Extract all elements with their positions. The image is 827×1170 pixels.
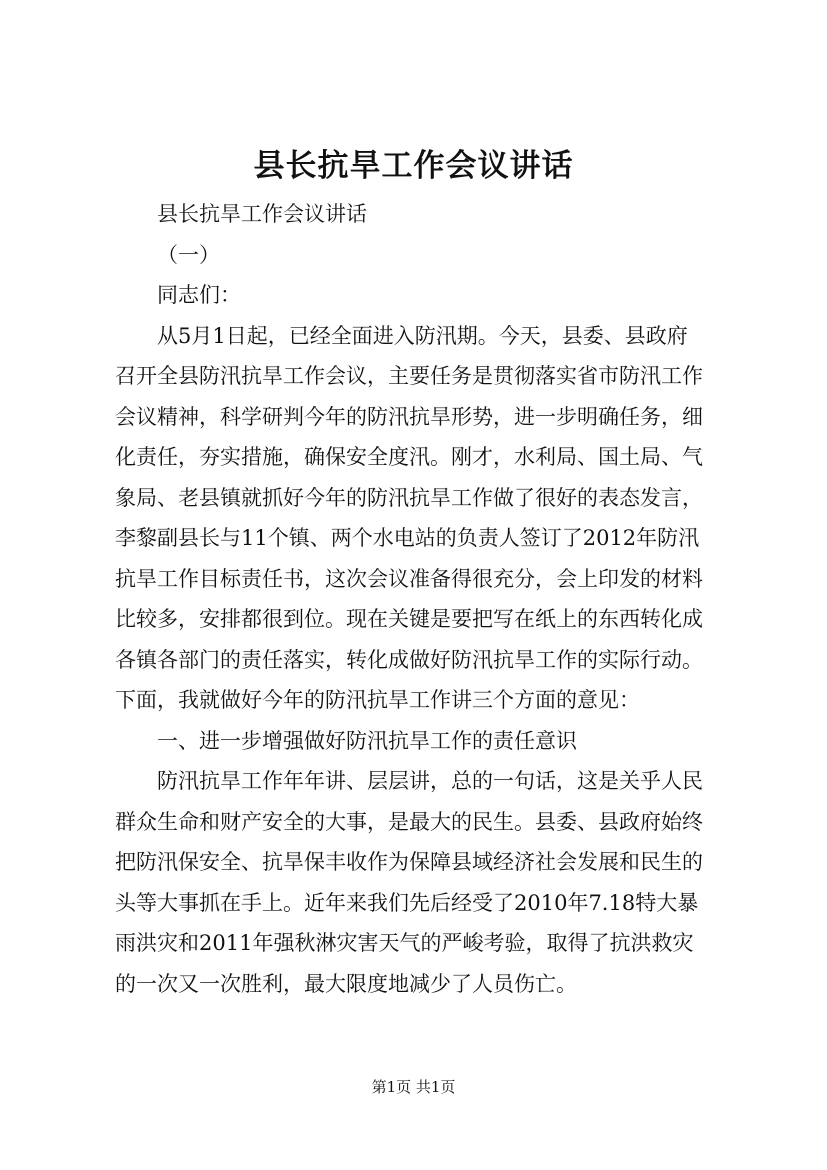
- paragraph-line: 雨洪灾和2011年强秋淋灾害天气的严峻考验，取得了抗洪救灾: [115, 931, 694, 955]
- paragraph-line: 从5月1日起，已经全面进入防汛期。今天，县委、县政府: [157, 323, 688, 348]
- paragraph-line: 比较多，安排都很到位。现在关键是要把写在纸上的东西转化成: [115, 607, 703, 631]
- paragraph-line: 各镇各部门的责任落实，转化成做好防汛抗旱工作的实际行动。: [115, 647, 703, 672]
- paragraph-line: 召开全县防汛抗旱工作会议，主要任务是贯彻落实省市防汛工作: [115, 364, 703, 388]
- paragraph-line: 群众生命和财产安全的大事，是最大的民生。县委、县政府始终: [115, 809, 703, 834]
- paragraph-line: 防汛抗旱工作年年讲、层层讲，总的一句话，这是关乎人民: [157, 769, 703, 793]
- subtitle-line: 县长抗旱工作会议讲话: [157, 202, 367, 226]
- paragraph-line: 把防汛保安全、抗旱保丰收作为保障县域经济社会发展和民生的: [115, 850, 703, 874]
- paragraph-line: 下面，我就做好今年的防汛抗旱工作讲三个方面的意见：: [115, 688, 640, 712]
- paragraph-line: 头等大事抓在手上。近年来我们先后经受了2010年7.18特大暴: [115, 890, 699, 915]
- paragraph-line: 化责任，夯实措施，确保安全度汛。刚才，水利局、国土局、气: [115, 445, 703, 469]
- paragraph-line: 抗旱工作目标责任书，这次会议准备得很充分，会上印发的材料: [115, 566, 703, 591]
- paragraph-line: 象局、老县镇就抓好今年的防汛抗旱工作做了很好的表态发言，: [115, 485, 703, 510]
- section-number-line: （一）: [157, 242, 220, 267]
- paragraph-line: 李黎副县长与11个镇、两个水电站的负责人签订了2012年防汛: [115, 526, 700, 550]
- section-heading-line: 一、进一步增强做好防汛抗旱工作的责任意识: [157, 728, 577, 753]
- document-title: 县长抗旱工作会议讲话: [253, 148, 574, 184]
- salutation-line: 同志们：: [157, 283, 241, 307]
- document-body: [115, 194, 745, 1004]
- page-footer: 第1页 共1页: [371, 1078, 456, 1096]
- paragraph-line: 会议精神，科学研判今年的防汛抗旱形势，进一步明确任务，细: [115, 404, 703, 429]
- paragraph-line: 的一次又一次胜利，最大限度地减少了人员伤亡。: [115, 971, 577, 996]
